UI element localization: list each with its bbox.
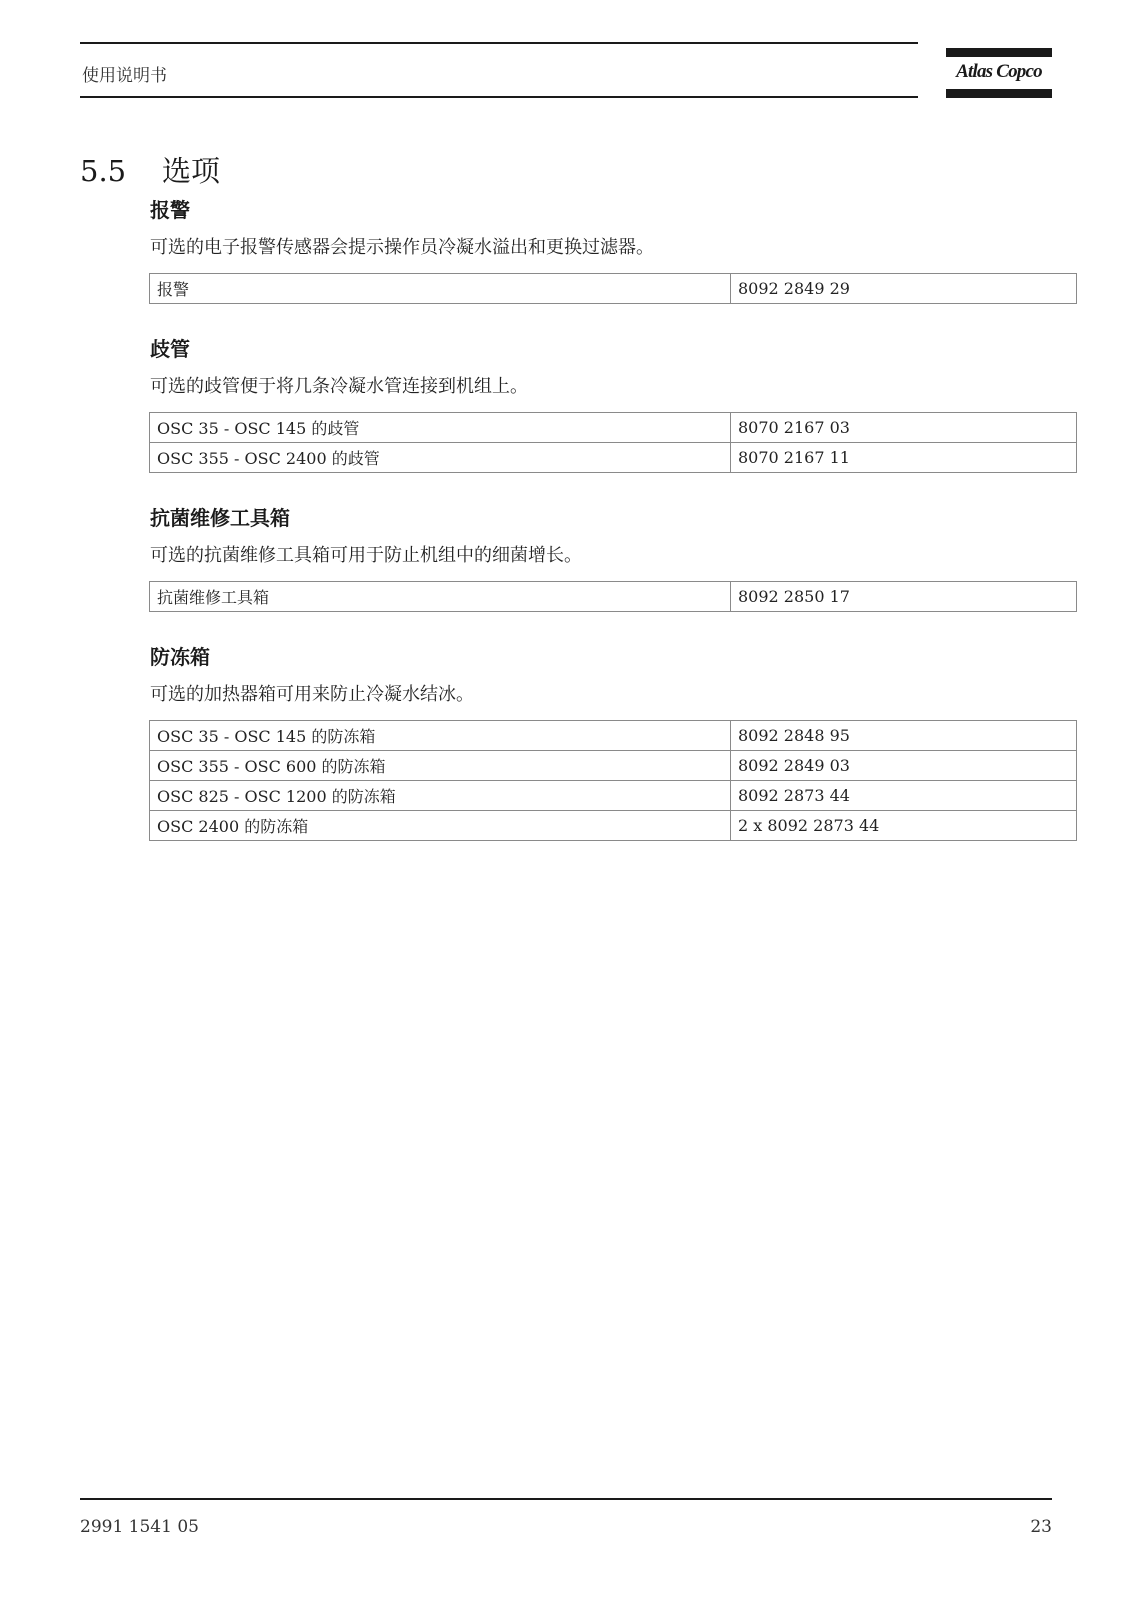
options-table-antifreeze-box	[149, 720, 1077, 841]
subsection-heading-antifreeze-box: 防冻箱	[150, 645, 210, 669]
part-number-cell: 2 x 8092 2873 44	[731, 811, 1077, 841]
part-number-cell: 8070 2167 03	[731, 413, 1077, 443]
subsection-heading-antibacterial-kit: 抗菌维修工具箱	[150, 506, 290, 530]
table-row	[150, 413, 1077, 443]
item-cell: OSC 35 - OSC 145 的防冻箱	[150, 721, 731, 751]
item-cell: OSC 35 - OSC 145 的歧管	[150, 413, 731, 443]
section-title-text: 选项	[162, 154, 221, 188]
footer-page-number: 23	[1030, 1517, 1052, 1537]
header-rule-bottom	[80, 96, 918, 98]
footer-document-number: 2991 1541 05	[80, 1517, 199, 1537]
options-table-manifold	[149, 412, 1077, 473]
item-cell: 抗菌维修工具箱	[150, 582, 731, 612]
subsection-heading-alarm: 报警	[150, 198, 190, 222]
logo-bar-top	[946, 48, 1052, 57]
subsection-description-alarm: 可选的电子报警传感器会提示操作员冷凝水溢出和更换过滤器。	[150, 237, 654, 258]
part-number-cell: 8092 2850 17	[731, 582, 1077, 612]
options-table-alarm	[149, 273, 1077, 304]
subsection-description-antibacterial-kit: 可选的抗菌维修工具箱可用于防止机组中的细菌增长。	[150, 545, 582, 566]
table-row	[150, 751, 1077, 781]
part-number-cell: 8092 2848 95	[731, 721, 1077, 751]
part-number-cell: 8070 2167 11	[731, 443, 1077, 473]
item-cell: OSC 355 - OSC 2400 的歧管	[150, 443, 731, 473]
table-row	[150, 443, 1077, 473]
table-row	[150, 582, 1077, 612]
logo-bar-bottom	[946, 89, 1052, 98]
subsection-description-manifold: 可选的歧管便于将几条冷凝水管连接到机组上。	[150, 376, 528, 397]
footer-rule	[80, 1498, 1052, 1500]
part-number-cell: 8092 2849 29	[731, 274, 1077, 304]
part-number-cell: 8092 2849 03	[731, 751, 1077, 781]
section-title	[80, 149, 220, 190]
table-row	[150, 781, 1077, 811]
table-row	[150, 721, 1077, 751]
section-number: 5.5	[80, 154, 127, 188]
table-row	[150, 811, 1077, 841]
header-rule-top	[80, 42, 918, 44]
header-title: 使用说明书	[82, 66, 167, 86]
part-number-cell: 8092 2873 44	[731, 781, 1077, 811]
logo-text: Atlas Copco	[956, 61, 1042, 82]
atlas-copco-logo	[946, 48, 1052, 100]
subsection-heading-manifold: 歧管	[150, 337, 190, 361]
subsection-description-antifreeze-box: 可选的加热器箱可用来防止冷凝水结冰。	[150, 684, 474, 705]
item-cell: OSC 355 - OSC 600 的防冻箱	[150, 751, 731, 781]
item-cell: 报警	[150, 274, 731, 304]
table-row	[150, 274, 1077, 304]
item-cell: OSC 825 - OSC 1200 的防冻箱	[150, 781, 731, 811]
options-table-antibacterial-kit	[149, 581, 1077, 612]
item-cell: OSC 2400 的防冻箱	[150, 811, 731, 841]
